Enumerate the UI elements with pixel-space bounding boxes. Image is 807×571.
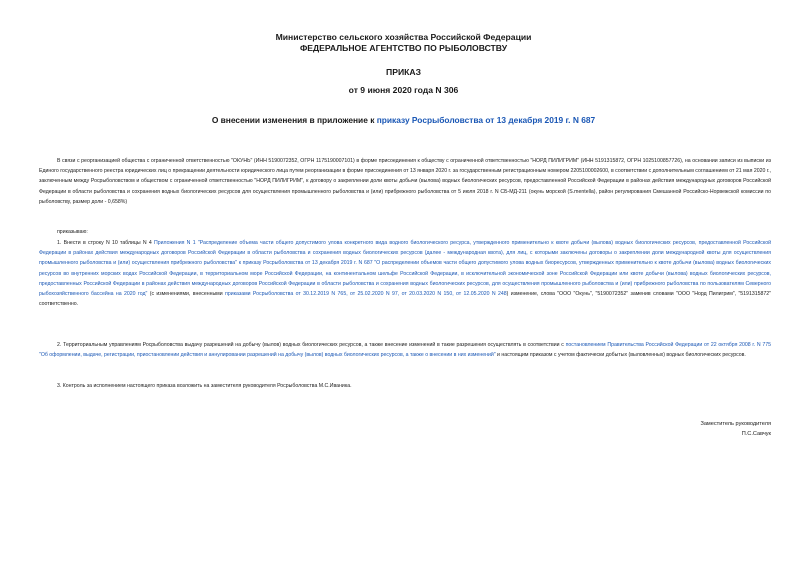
document-type: ПРИКАЗ	[386, 67, 421, 77]
paragraph-item-1	[39, 238, 771, 309]
item-2-text-b: и настоящим приказом с учетом фактически добытых (выловленных) водных биологических ресурсов.	[495, 352, 746, 359]
government-decree-link[interactable]: постановлением Правительства Российской Федерации от 22 октября 2008 г. N 775 "Об оформлении, выдаче, регистрации, приостановлении действия и аннулировании разрешений на добычу (вылов) водных биологических ресурсов, а также о внесении в них изменений"	[39, 342, 771, 359]
paragraph-item-2	[39, 340, 771, 360]
paragraph-preamble: В связи с реорганизацией общества с ограниченной ответственностью "ОКУНЬ" (ИНН 5190072352, ОГРН 1175190007101) в форме присоединения к обществу с ограниченной ответственностью "НОРД ПИЛИГРИМ" (ИНН 5191315872, ОГРН 1025100857726), на основании записи из выписки из Единого государственного реестра юридических лиц о прекращении деятельности юридического лица путем реорганизации в форме присоединения от 13 января 2020 г. за государственным регистрационным номером 2205100002600, в соответствии с дополнительным соглашением от 21 мая 2020 г., заключенным между Росрыболовством и обществом с ограниченной ответственностью "НОРД ПИЛИГРИМ", к договору о закреплении доли квоты добычи (вылова) водных биологических ресурсов, предоставленной Российской Федерации в районах действия международных договоров Российской Федерации в области рыболовства и сохранения водных биологических ресурсов для осуществления промышленного рыболовства и (или) прибрежного рыболовства от 5 июля 2018 г. N СБ-МД-211 (окунь морской (S.mentella), район регулирования Смешанной Российско-Норвежской комиссии по рыболовству, размер доли - 0,658%)	[39, 158, 771, 205]
item-2-text-a: 2. Территориальным управлениям Росрыболовства выдачу разрешений на добычу (вылов) водных биологических ресурсов, а также внесение изменений в такие разрешения осуществлять в соответствии с	[57, 342, 566, 348]
title-order-link[interactable]: приказу Росрыболовства от 13 декабря 2019 г. N 687	[376, 115, 596, 125]
agency-name: ФЕДЕРАЛЬНОЕ АГЕНТСТВО ПО РЫБОЛОВСТВУ	[299, 43, 508, 53]
signatory-position: Заместитель руководителя	[700, 421, 771, 427]
paragraph-order-word: приказываю:	[57, 229, 88, 235]
item-1-text-a: 1. Внести в строку N 10 таблицы N 4	[57, 240, 155, 246]
signatory-name: П.С.Савчук	[741, 431, 771, 437]
document-date-number: от 9 июня 2020 года N 306	[348, 85, 459, 95]
item-1-text-b: (с изменениями, внесенными	[147, 291, 226, 298]
document-title	[0, 115, 807, 126]
paragraph-item-3: 3. Контроль за исполнением настоящего приказа возложить на заместителя руководителя Росрыболовства М.С.Иваника.	[57, 383, 352, 389]
ministry-name: Министерство сельского хозяйства Российской Федерации	[275, 32, 532, 42]
appendix-link[interactable]: Приложения N 1 "Распределение объема части общего допустимого улова конкретного вида водного биологического ресурса, утвержденного применительно к квоте добычи (вылова) водных биологических ресурсов, предоставленной Российской Федерации в районах действия международных договоров Российской Федерации в области рыболовства и сохранения водных биологических ресурсов (далее - международная квота), для лиц, с которыми заключены договоры о закреплении доли международной квоты для осуществления промышленного рыболовства и (или) осуществления прибрежного рыболовства" к приказу Росрыболовства от 13 декабря 2019 г. N 687 "О распределении объемов части общего допустимого улова водных биоресурсов, утвержденных применительно к квоте добычи (вылова) водных биологических ресурсов во внутренних морских водах Российской Федерации, в территориальном море Российской Федерации, на континентальном шельфе Российской Федерации, в исключительной экономической зоне Российской Федерации или квоте добычи (вылова) водных биологических ресурсов, предоставленных Российской Федерации в районах действия международных договоров Российской Федерации в области рыболовства и сохранения водных биологических ресурсов, для осуществления промышленного рыболовства и (или) прибрежного рыболовства по пользователям Северного рыбохозяйственного бассейна на 2020 год"	[39, 240, 771, 298]
title-prefix: О внесении изменения в приложение к	[211, 115, 377, 125]
item-1-text-c: ) изменение, слова "ООО "Окунь", "5190072352" заменив словами "ООО "Норд Пилигрим", "5191315872" соответственно.	[39, 291, 771, 308]
amending-orders-link[interactable]: приказами Росрыболовства от 30.12.2019 N 765, от 25.02.2020 N 97, от 20.03.2020 N 150, от 12.05.2020 N 248	[225, 291, 507, 298]
